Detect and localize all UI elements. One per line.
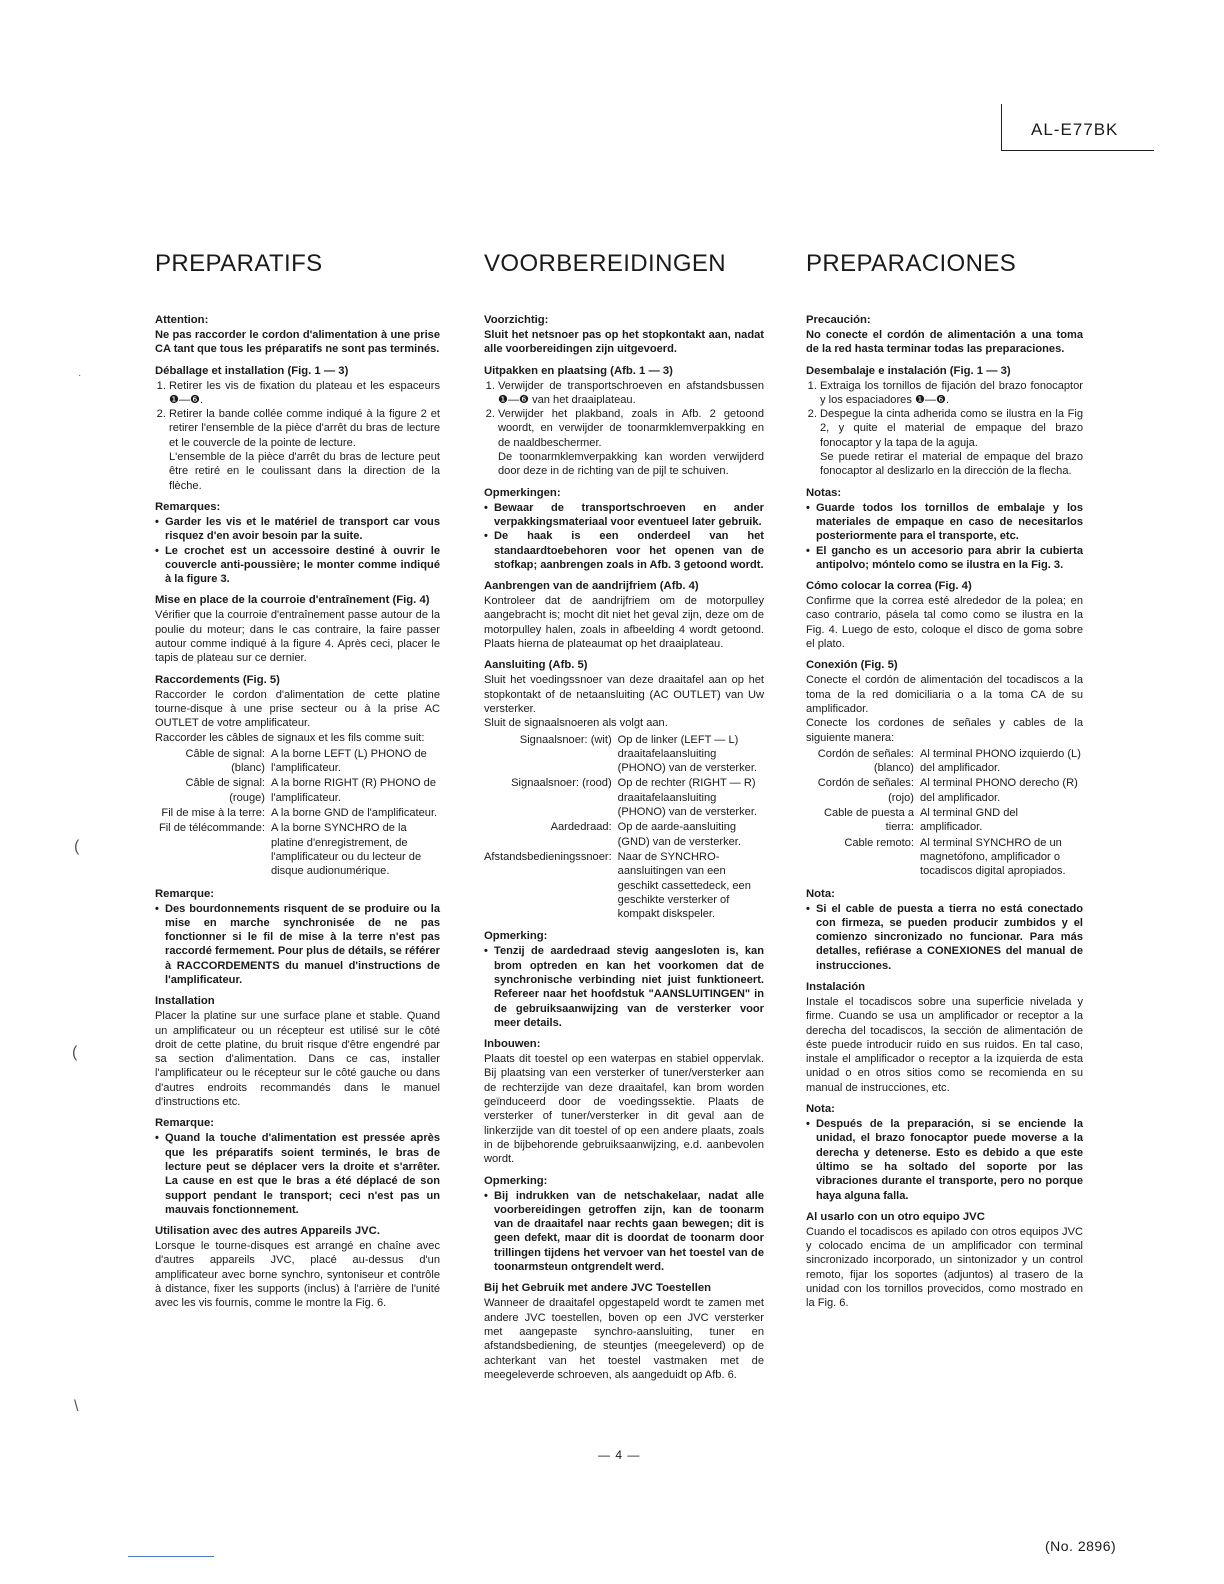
connections-table xyxy=(806,747,1083,880)
attention-heading: Voorzichtig: xyxy=(484,314,549,326)
notes-list xyxy=(484,501,764,572)
spanish-column xyxy=(806,250,1083,1311)
installation-heading: Installation xyxy=(155,995,215,1008)
installation-heading: Inbouwen: xyxy=(484,1038,541,1051)
table-row: Câble de signal: (rouge) A la borne RIGHT (R) PHONO de l'amplificateur. xyxy=(185,777,437,804)
notes-list xyxy=(806,501,1083,572)
remark-list xyxy=(806,902,1083,973)
step-item: 2. Despegue la cinta adherida como se ilustra en la Fig 2, y quite el material de empaque del brazo fonocaptor y la tapa de la aguja. Se puede retirar el material de empaque del brazo fonocaptor al deslizarlo en la dirección de la flecha. xyxy=(820,407,1083,478)
installation-heading: Instalación xyxy=(806,980,866,993)
unpacking-heading: Desembalaje e instalación (Fig. 1 — 3) xyxy=(806,364,1011,377)
step-item: 1. Verwijder de transportschroeven en afstandsbussen ❶—❻ van het draaiplateau. xyxy=(498,379,764,408)
page-number: — 4 — xyxy=(598,1448,641,1462)
notes-heading: Notas: xyxy=(806,486,842,499)
step-item: 1. Extraiga los tornillos de fijación del brazo fonocaptor y los espaciadores ❶—❻. xyxy=(820,379,1083,408)
connections-text: Sluit het voedingssnoer van deze draaitafel aan op het stopkontakt of de netaansluiting (AC OUTLET) van Uw versterker. xyxy=(484,674,764,715)
divider xyxy=(128,1556,214,1557)
installation-text: Plaats dit toestel op een waterpas en stabiel oppervlak. Bij plaatsing van een versterker of tuner/versterker aan de rechterzijde van deze draaitafel, kan brom worden geïnduceerd door de voedingssektie. Plaats de versterker of tuner/versterker in dit geval aan de linkerzijde van dit toestel of op een andere plaats, zoals in de bijbehorende gebruiksaanwijzing, e.d. aanbevolen wordt. xyxy=(484,1053,764,1166)
remark-heading: Opmerking: xyxy=(484,1174,548,1187)
model-number: AL-E77BK xyxy=(1031,120,1119,139)
notes-heading: Opmerkingen: xyxy=(484,486,561,499)
remark-list xyxy=(155,1131,440,1217)
note-item: • Tenzij de aardedraad stevig aangesloten is, kan brom optreden en kan het voorkomen dat de synchronische verbinding niet juist funktioneert. Refereer naar het hoofdstuk "AANSLUITINGEN" in de gebruiksaanwijzing van de versterker voor meer details. xyxy=(484,944,764,1030)
note-item: • Le crochet est un accessoire destiné à ouvrir le couvercle anti-poussière; le monter comme indiqué à la figure 3. xyxy=(155,544,440,587)
jvc-heading: Utilisation avec des autres Appareils JVC. xyxy=(155,1225,380,1238)
margin-mark: ( xyxy=(74,838,80,855)
connections-text: Conecte el cordón de alimentación del tocadiscos a la toma de la red domiciliaria o a la toma CA de su amplificador. xyxy=(806,674,1083,715)
note-item: • Bewaar de transportschroeven en ander verpakkingsmateriaal voor eventueel later gebruik. xyxy=(484,501,764,530)
table-row: Cordón de señales: (blanco) Al terminal PHONO izquierdo (L) del amplificador. xyxy=(817,747,1081,775)
installation-text: Placer la platine sur une surface plane et stable. Quand un amplificateur ou un récepteur est utilisé sur le côté droit de cette platine, du bruit risque d'être engendré par sa section d'alimentation. Dans ce cas, installer l'amplificateur ou le récepteur sur le côté gauche ou dans d'autres endroits recommandés dans le manuel d'instructions etc. xyxy=(155,1010,440,1109)
unpacking-heading: Déballage et installation (Fig. 1 — 3) xyxy=(155,364,349,377)
section-title: VOORBEREIDINGEN xyxy=(484,250,727,277)
note-item: • De haak is een onderdeel van het standaardtoebehoren voor het openen van de stofkap; aanbrengen zoals in Afb. 3 getoond wordt. xyxy=(484,529,764,572)
attention-text: Sluit het netsnoer pas op het stopkontakt aan, nadat alle voorbereidingen zijn uitgevoerd. xyxy=(484,329,764,356)
dutch-column xyxy=(484,250,764,1382)
note-item: • El gancho es un accesorio para abrir la cubierta antipolvo; móntelo como se ilustra en la Fig. 3. xyxy=(806,544,1083,573)
table-row: Cordón de señales: (rojo) Al terminal PHONO derecho (R) del amplificador. xyxy=(817,777,1078,804)
note-item: • Des bourdonnements risquent de se produire ou la mise en marche synchronisée de ne pas fonctionner si le fil de mise à la terre n'est pas raccordé fermement. Pour plus de détails, se référer à RACCORDEMENTS du manuel d'instructions de l'amplificateur. xyxy=(155,902,440,988)
note-item: • Quand la touche d'alimentation est pressée après que les préparatifs soient terminés, le bras de lecture peut se déplacer vers la droite et s'arrêter. La cause en est que le bras a été déplacé de son support pendant le transport; ceci n'est pas un mauvais fonctionnement. xyxy=(155,1131,440,1217)
note-item: • Si el cable de puesta a tierra no está conectado con firmeza, se pueden producir zumbidos y el comienzo sincronizado no funcionar. Para más detalles, refiérase a CONEXIONES del manual de instrucciones. xyxy=(806,902,1083,973)
belt-heading: Aanbrengen van de aandrijfriem (Afb. 4) xyxy=(484,580,699,593)
remark-heading: Nota: xyxy=(806,887,835,900)
belt-heading: Mise en place de la courroie d'entraînement (Fig. 4) xyxy=(155,594,430,607)
jvc-text: Lorsque le tourne-disques est arrangé en chaîne avec d'autres appareils JVC, placé au-dessus d'un amplificateur avec borne synchro, syntoniseur et contrôle à distance, fixer les supports (inclus) à l'arrière de l'unité avec les vis fournis, comme le montre la Fig. 6. xyxy=(155,1240,440,1310)
unpacking-steps xyxy=(484,379,764,479)
table-row: Fil de télécommande: A la borne SYNCHRO de la platine d'enregistrement, de l'amplificateur ou du lecteur de disque audionumérique. xyxy=(158,822,422,878)
connections-text: Sluit de signaalsnoeren als volgt aan. xyxy=(484,717,668,730)
step-item: 2. Verwijder het plakband, zoals in Afb. 2 getoond woordt, en verwijder de toonarmklemverpakking en de naaldbeschermer. De toonarmklemverpakking kan worden verwijderd door deze in de richting van de pijl te schuiven. xyxy=(498,407,764,478)
attention-text: No conecte el cordón de alimentación a una toma de la red hasta terminar todas las preparaciones. xyxy=(806,329,1083,356)
jvc-heading: Bij het Gebruik met andere JVC Toestellen xyxy=(484,1282,712,1295)
table-row: Aardedraad: Op de aarde-aansluiting (GND) van de versterker. xyxy=(550,821,741,848)
remark-heading: Opmerking: xyxy=(484,930,548,943)
remark-list xyxy=(806,1117,1083,1203)
connections-heading: Aansluiting (Afb. 5) xyxy=(484,659,588,672)
table-row: Signaalsnoer: (rood) Op de rechter (RIGHT — R) draaitafelaansluiting (PHONO) van de versterker. xyxy=(511,777,757,819)
attention-text: Ne pas raccorder le cordon d'alimentation à une prise CA tant que tous les préparatifs ne sont pas terminés. xyxy=(155,329,440,356)
document-number: (No. 2896) xyxy=(1045,1538,1117,1554)
jvc-heading: Al usarlo con un otro equipo JVC xyxy=(806,1210,985,1223)
margin-mark: \ xyxy=(74,1398,79,1415)
remark-heading: Nota: xyxy=(806,1103,835,1116)
table-row: Signaalsnoer: (wit) Op de linker (LEFT — L) draaitafelaansluiting (PHONO) van de versterker. xyxy=(519,733,757,775)
remark-list xyxy=(484,1189,764,1275)
model-header-box xyxy=(1001,104,1154,151)
notes-heading: Remarques: xyxy=(155,500,221,513)
table-row: Afstandsbedieningssnoer: Naar de SYNCHRO-aansluitingen van een geschikt cassettedeck, een geschikte versterker of kompakt diskspeler. xyxy=(484,850,751,921)
connections-table xyxy=(484,733,764,923)
jvc-text: Wanneer de draaitafel opgestapeld wordt te zamen met andere JVC toestellen, boven op een JVC versterker met aangepaste synchro-aansluiting, tuner en afstandsbediening, de steuntjes (meegeleverd) op de achterkant van het toestel vastmaken met de meegeleverde schroeven, als aangeduidt op Afb. 6. xyxy=(484,1297,764,1381)
connections-text: Raccorder les câbles de signaux et les fils comme suit: xyxy=(155,731,425,744)
remark-list xyxy=(155,902,440,988)
table-row: Cable remoto: Al terminal SYNCHRO de un magnetófono, amplificador o tocadiscos digital apropiados. xyxy=(844,836,1066,878)
belt-heading: Cómo colocar la correa (Fig. 4) xyxy=(806,580,972,593)
note-item: • Guarde todos los tornillos de embalaje y los materiales de empaque en caso de necesitarlos posteriormente para el transporte, etc. xyxy=(806,501,1083,544)
section-title: PREPARATIFS xyxy=(155,250,323,277)
remark-heading: Remarque: xyxy=(155,1117,215,1130)
jvc-text: Cuando el tocadiscos es apilado con otros equipos JVC y colocado encima de un amplificador con terminal sincronizado incorporado, un sintonizador y un control remoto, fijar los soportes (adjuntos) al trasero de la unidad con los tornillos provecidos, como mostrado en la Fig. 6. xyxy=(806,1225,1083,1310)
table-row: Cable de puesta a tierra: Al terminal GND del amplificador. xyxy=(823,807,1019,834)
connections-heading: Raccordements (Fig. 5) xyxy=(155,673,280,686)
connections-table xyxy=(155,747,440,880)
note-item: • Bij indrukken van de netschakelaar, nadat alle voorbereidingen getroffen zijn, kan de toonarm van de draaitafel naar rechts gaan bewegen; dit is geen defekt, maar dit is doordat de toonarm door trillingen tijdens het vervoer van het toestel van de toonarmsteun ontgrendelt werd. xyxy=(484,1189,764,1275)
belt-text: Confirme que la correa esté alrededor de la polea; en caso contrario, pásela tal como como se ilustra en la Fig. 4. Luego de esto, coloque el disco de goma sobre el plato. xyxy=(806,595,1083,651)
table-row: Fil de mise à la terre: A la borne GND de l'amplificateur. xyxy=(161,807,438,820)
table-row: Câble de signal: (blanc) A la borne LEFT (L) PHONO de l'amplificateur. xyxy=(185,747,427,775)
notes-list xyxy=(155,515,440,586)
note-item: • Garder les vis et le matériel de transport car vous risquez d'en avoir besoin par la suite. xyxy=(155,515,440,544)
remark-heading: Remarque: xyxy=(155,887,215,900)
step-item: 1. Retirer les vis de fixation du plateau et les espaceurs ❶—❻. xyxy=(169,379,440,408)
installation-text: Instale el tocadiscos sobre una superficie nivelada y firme. Cuando se usa un amplificador or receptor a la derecha del tocadiscos, la sección de alimentación de éste puede introducir ruido en sus ruidos. En tal caso, instale el amplificador o receptor a la izquierda de esta unidad o en otros sitios como se recomienda en su manual de instrucciones, etc. xyxy=(806,995,1083,1094)
connections-heading: Conexión (Fig. 5) xyxy=(806,659,898,672)
unpacking-heading: Uitpakken en plaatsing (Afb. 1 — 3) xyxy=(484,364,673,377)
unpacking-steps xyxy=(806,379,1083,479)
belt-text: Kontroleer dat de aandrijfriem om de motorpulley aangebracht is; mocht dit niet het geval zijn, deze om de motorpulley halen, zoals in afbeelding 4 wordt getoond. Plaats hierna de plateaumat op het draaiplateau. xyxy=(484,595,764,651)
margin-mark: ( xyxy=(72,1044,78,1061)
connections-text: Raccorder le cordon d'alimentation de cette platine tourne-disque à une prise secteur ou à la prise AC OUTLET de votre amplificateur. xyxy=(155,688,440,730)
attention-heading: Precaución: xyxy=(806,314,871,326)
margin-mark: · xyxy=(78,370,82,381)
remark-list xyxy=(484,944,764,1030)
french-column xyxy=(155,250,440,1311)
connections-text: Conecte los cordones de señales y cables de la siguiente manera: xyxy=(806,717,1083,744)
unpacking-steps xyxy=(155,379,440,493)
step-item: 2. Retirer la bande collée comme indiqué à la figure 2 et retirer l'ensemble de la pièce d'arrêt du bras de lecture et le couvercle de la pointe de lecture. L'ensemble de la pièce d'arrêt du bras de lecture peut être retiré en le coulissant dans la direction de la flèche. xyxy=(169,407,440,493)
attention-heading: Attention: xyxy=(155,314,209,326)
belt-text: Vérifier que la courroie d'entraînement passe autour de la poulie du moteur; dans le cas contraire, la faire passer autour comme indiqué à la figure 4. Après ceci, placer le tapis de plateau sur ce dernier. xyxy=(155,609,440,665)
note-item: • Después de la preparación, si se enciende la unidad, el brazo fonocaptor puede moverse a la derecha y detenerse. Esto es debido a que este último se ha soltado del soporte por las vibraciones durante el transporte, pero no porque haya alguna falla. xyxy=(806,1117,1083,1203)
section-title: PREPARACIONES xyxy=(806,250,1017,277)
